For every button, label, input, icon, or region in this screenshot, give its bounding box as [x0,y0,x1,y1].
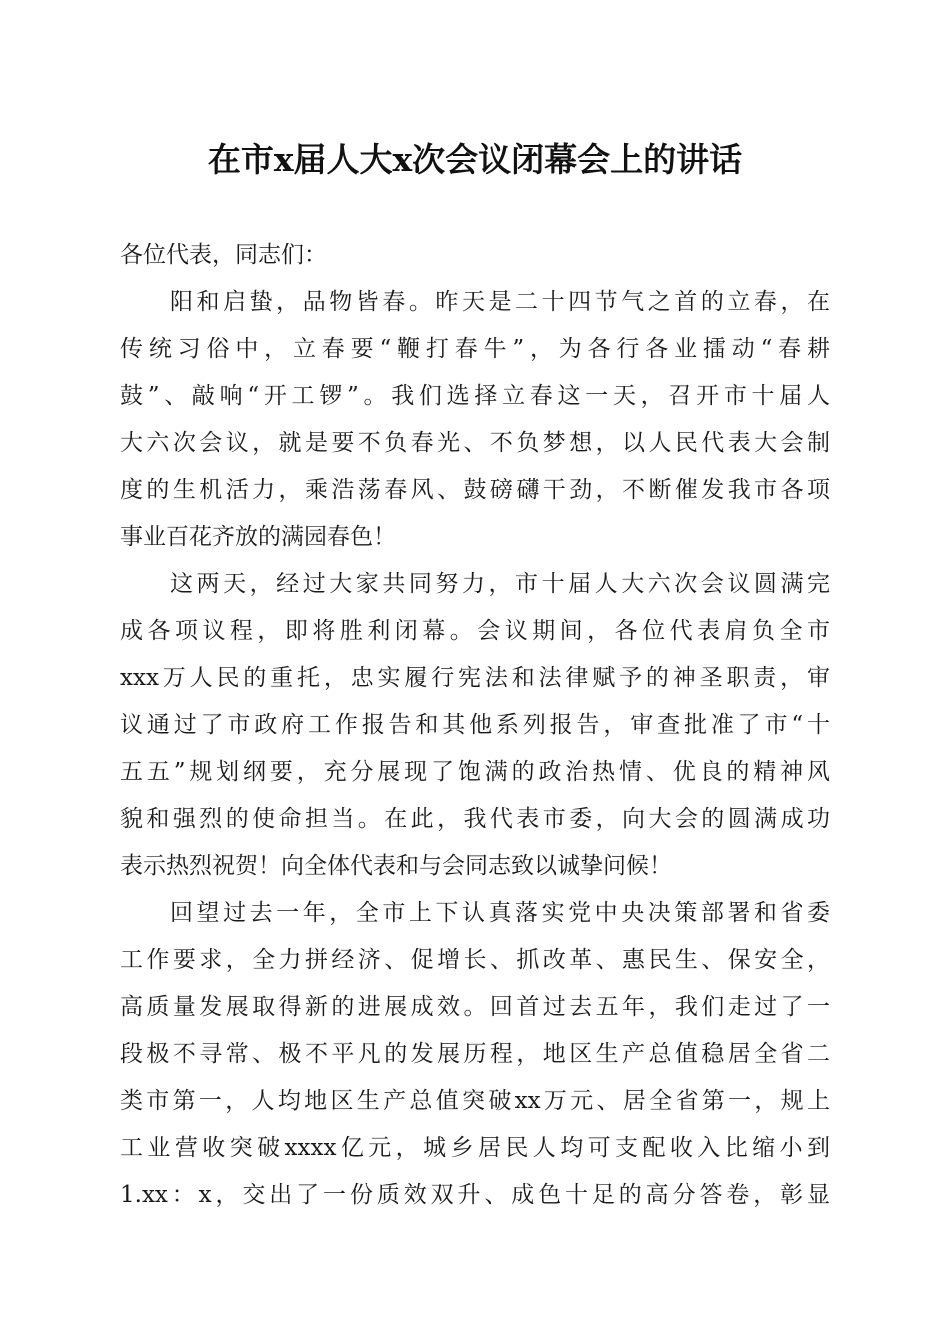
paragraph-line: 工作要求，全力拼经济、促增长、抓改革、惠民生、保安全， [120,947,830,973]
paragraph-line: 类市第一，人均地区生产总值突破xx万元、居全省第一，规上 [120,1088,830,1114]
paragraph-line: 传统习俗中，立春要“鞭打春牛”，为各行各业擂动“春耕 [120,336,830,362]
paragraph-3 [120,890,830,1219]
paragraph-line: 表示热烈祝贺！向全体代表和与会同志致以诚挚问候！ [120,853,672,879]
paragraph-line: 鼓”、敲响“开工锣”。我们选择立春这一天，召开市十届人 [120,383,830,409]
paragraph-line: 五五”规划纲要，充分展现了饱满的政治热情、优良的精神风 [120,759,830,785]
paragraph-line: 这两天，经过大家共同努力，市十届人大六次会议圆满完 [170,571,830,597]
paragraph-line: 1.xx：x，交出了一份质效双升、成色十足的高分答卷，彰显 [120,1182,830,1208]
document-body [120,232,830,1219]
paragraph-line: 回望过去一年，全市上下认真落实党中央决策部署和省委 [170,900,830,926]
paragraph-line: 段极不寻常、极不平凡的发展历程，地区生产总值稳居全省二 [120,1041,830,1067]
paragraph-line: 成各项议程，即将胜利闭幕。会议期间，各位代表肩负全市 [120,618,830,644]
paragraph-line: 貌和强烈的使命担当。在此，我代表市委，向大会的圆满成功 [120,806,830,832]
salutation: 各位代表，同志们： [120,242,327,268]
paragraph-line: 大六次会议，就是要不负春光、不负梦想，以人民代表大会制 [120,430,830,456]
paragraph-line: xxx万人民的重托，忠实履行宪法和法律赋予的神圣职责，审 [120,665,830,691]
paragraph-1 [120,279,830,561]
paragraph-line: 度的生机活力，乘浩荡春风、鼓磅礴干劲，不断催发我市各项 [120,477,830,503]
paragraph-line: 工业营收突破xxxx亿元，城乡居民人均可支配收入比缩小到 [120,1135,830,1161]
paragraph-line: 阳和启蛰，品物皆春。昨天是二十四节气之首的立春，在 [170,289,830,315]
paragraph-2 [120,561,830,890]
paragraph-line: 议通过了市政府工作报告和其他系列报告，审查批准了市“十 [120,712,830,738]
paragraph-line: 事业百花齐放的满园春色！ [120,524,396,550]
paragraph-line: 高质量发展取得新的进展成效。回首过去五年，我们走过了一 [120,994,830,1020]
document-title: 在市x届人大x次会议闭幕会上的讲话 [207,140,743,179]
